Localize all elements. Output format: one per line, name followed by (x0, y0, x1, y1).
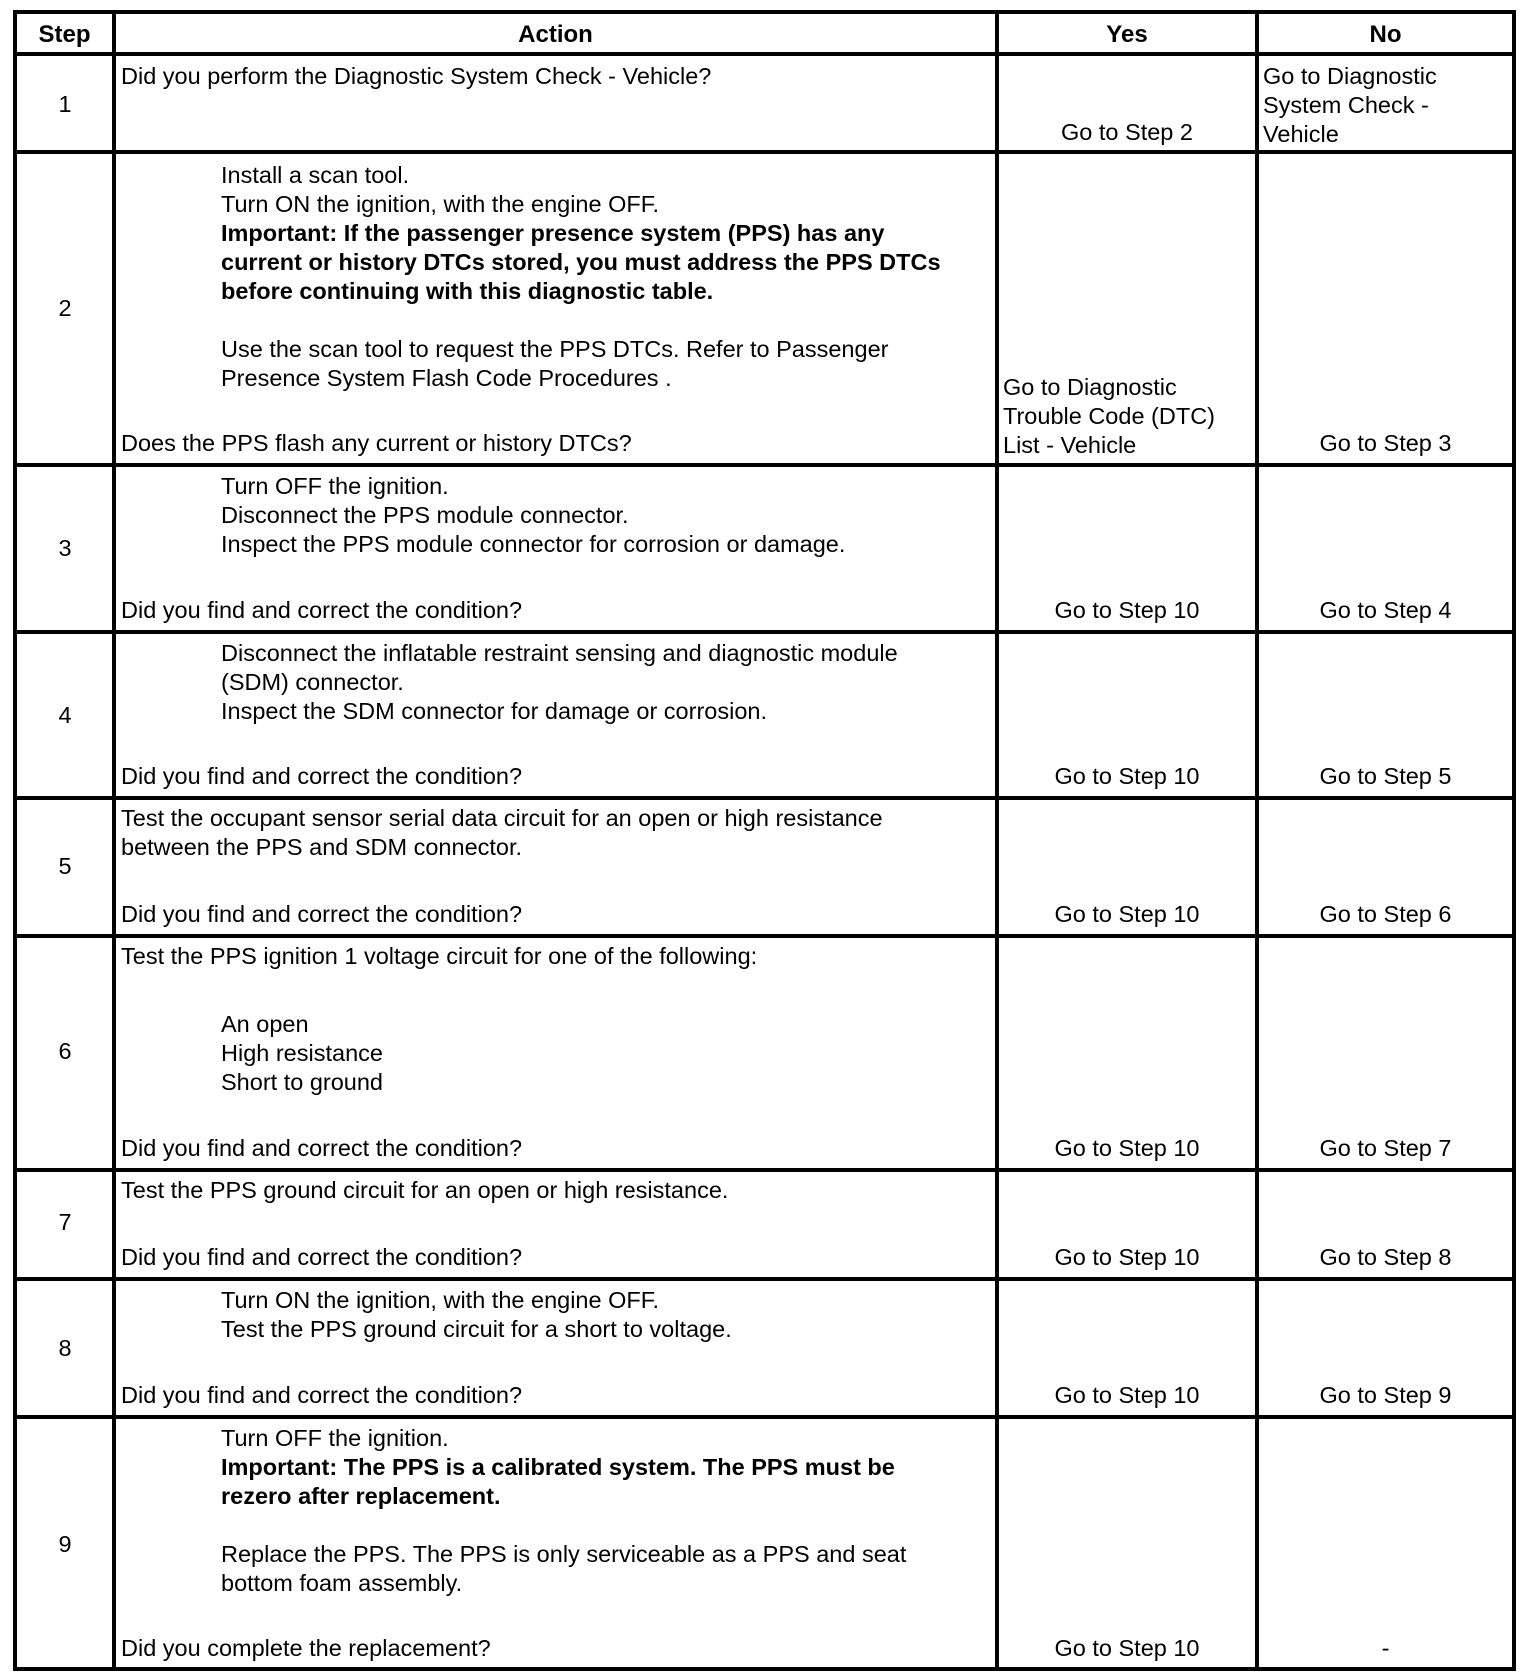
no-action (1263, 62, 1437, 149)
yes-action-line: Trouble Code (DTC) (1003, 403, 1215, 429)
step-number: 2 (58, 295, 72, 321)
table-border-left (13, 10, 17, 1671)
yes-action: Go to Step 10 (1054, 597, 1200, 623)
row-divider (13, 934, 1516, 938)
action-item: Test the PPS ground circuit for a short to voltage. (221, 1316, 732, 1342)
action-item: High resistance (221, 1040, 383, 1066)
action-question: Does the PPS flash any current or history DTCs? (121, 430, 632, 456)
action-block (121, 472, 845, 559)
step-number: 4 (58, 702, 72, 728)
action-question: Did you complete the replacement? (121, 1635, 491, 1661)
action-item: bottom foam assembly. (221, 1570, 463, 1596)
yes-action: Go to Step 10 (1054, 763, 1200, 789)
no-action: Go to Step 8 (1319, 1244, 1452, 1270)
action-question: Did you find and correct the condition? (121, 763, 523, 789)
step-number: 7 (58, 1209, 72, 1235)
yes-action: Go to Step 10 (1054, 1244, 1200, 1270)
action-item: Replace the PPS. The PPS is only serviceable as a PPS and seat (221, 1541, 907, 1567)
no-action: Go to Step 3 (1319, 430, 1452, 456)
column-divider (1255, 10, 1259, 1671)
header-yes: Yes (1106, 21, 1148, 48)
action-text: between the PPS and SDM connector. (121, 834, 523, 860)
row-divider (13, 463, 1516, 467)
action-question: Did you find and correct the condition? (121, 597, 523, 623)
no-action: Go to Step 7 (1319, 1135, 1452, 1161)
action-text: Test the occupant sensor serial data circuit for an open or high resistance (121, 805, 883, 831)
important-note: before continuing with this diagnostic table. (221, 278, 714, 304)
action-item: Disconnect the PPS module connector. (221, 502, 629, 528)
action-question: Did you find and correct the condition? (121, 901, 523, 927)
header-step: Step (38, 21, 91, 48)
table-border-top (13, 10, 1516, 14)
action-block (121, 1424, 906, 1598)
action-item: Install a scan tool. (221, 162, 410, 188)
row-divider (13, 52, 1516, 56)
action-question: Did you perform the Diagnostic System Check - Vehicle? (121, 63, 712, 89)
action-question: Did you find and correct the condition? (121, 1135, 523, 1161)
action-block (121, 804, 883, 862)
important-note: rezero after replacement. (221, 1483, 501, 1509)
action-item: Presence System Flash Code Procedures . (221, 365, 672, 391)
no-action-line: System Check - (1263, 92, 1429, 118)
action-block (121, 161, 941, 393)
important-note: current or history DTCs stored, you must address the PPS DTCs (221, 249, 941, 275)
step-number: 8 (58, 1335, 72, 1361)
action-item: (SDM) connector. (221, 669, 404, 695)
action-item: Inspect the PPS module connector for corrosion or damage. (221, 531, 846, 557)
step-number: 9 (58, 1531, 72, 1557)
step-number: 5 (58, 853, 72, 879)
yes-action: Go to Step 2 (1061, 119, 1193, 145)
no-action: Go to Step 6 (1319, 901, 1452, 927)
action-text: Test the PPS ground circuit for an open or high resistance. (121, 1177, 729, 1203)
no-action-line: Vehicle (1263, 121, 1339, 147)
yes-action: Go to Step 10 (1054, 901, 1200, 927)
step-number: 1 (58, 91, 72, 117)
no-action-line: Go to Diagnostic (1263, 63, 1437, 89)
action-item: Turn ON the ignition, with the engine OFF. (221, 1287, 660, 1313)
action-question: Did you find and correct the condition? (121, 1244, 523, 1270)
no-action: Go to Step 5 (1319, 763, 1452, 789)
yes-action: Go to Step 10 (1054, 1382, 1200, 1408)
row-divider (13, 1168, 1516, 1172)
action-item: Turn ON the ignition, with the engine OFF. (221, 191, 660, 217)
header-action: Action (518, 21, 593, 48)
no-action: Go to Step 9 (1319, 1382, 1452, 1408)
header-no: No (1369, 21, 1402, 48)
action-item: Inspect the SDM connector for damage or corrosion. (221, 698, 767, 724)
action-text: Test the PPS ignition 1 voltage circuit for one of the following: (121, 943, 758, 969)
row-divider (13, 796, 1516, 800)
action-item: Short to ground (221, 1069, 383, 1095)
action-block (121, 1286, 732, 1344)
no-action: - (1381, 1635, 1390, 1661)
yes-action: Go to Step 10 (1054, 1635, 1200, 1661)
column-divider (112, 10, 116, 1671)
action-question: Did you find and correct the condition? (121, 1382, 523, 1408)
important-note: Important: The PPS is a calibrated system. The PPS must be (221, 1454, 895, 1480)
column-divider (995, 10, 999, 1671)
action-item: Turn OFF the ignition. (221, 1425, 449, 1451)
action-item: Disconnect the inflatable restraint sensing and diagnostic module (221, 640, 898, 666)
table-border-bottom (13, 1667, 1516, 1671)
yes-action-line: Go to Diagnostic (1003, 374, 1177, 400)
action-block (121, 1010, 383, 1097)
step-number: 3 (58, 535, 72, 561)
row-divider (13, 1415, 1516, 1419)
important-note: Important: If the passenger presence system (PPS) has any (221, 220, 885, 246)
row-divider (13, 1277, 1516, 1281)
action-item: An open (221, 1011, 309, 1037)
no-action: Go to Step 4 (1319, 597, 1452, 623)
row-divider (13, 630, 1516, 634)
yes-action-line: List - Vehicle (1003, 432, 1137, 458)
table-border-right (1512, 10, 1516, 1671)
yes-action (1003, 373, 1215, 460)
yes-action: Go to Step 10 (1054, 1135, 1200, 1161)
action-item: Turn OFF the ignition. (221, 473, 449, 499)
action-block (121, 639, 898, 726)
step-number: 6 (58, 1038, 72, 1064)
action-item: Use the scan tool to request the PPS DTCs. Refer to Passenger (221, 336, 889, 362)
row-divider (13, 150, 1516, 154)
